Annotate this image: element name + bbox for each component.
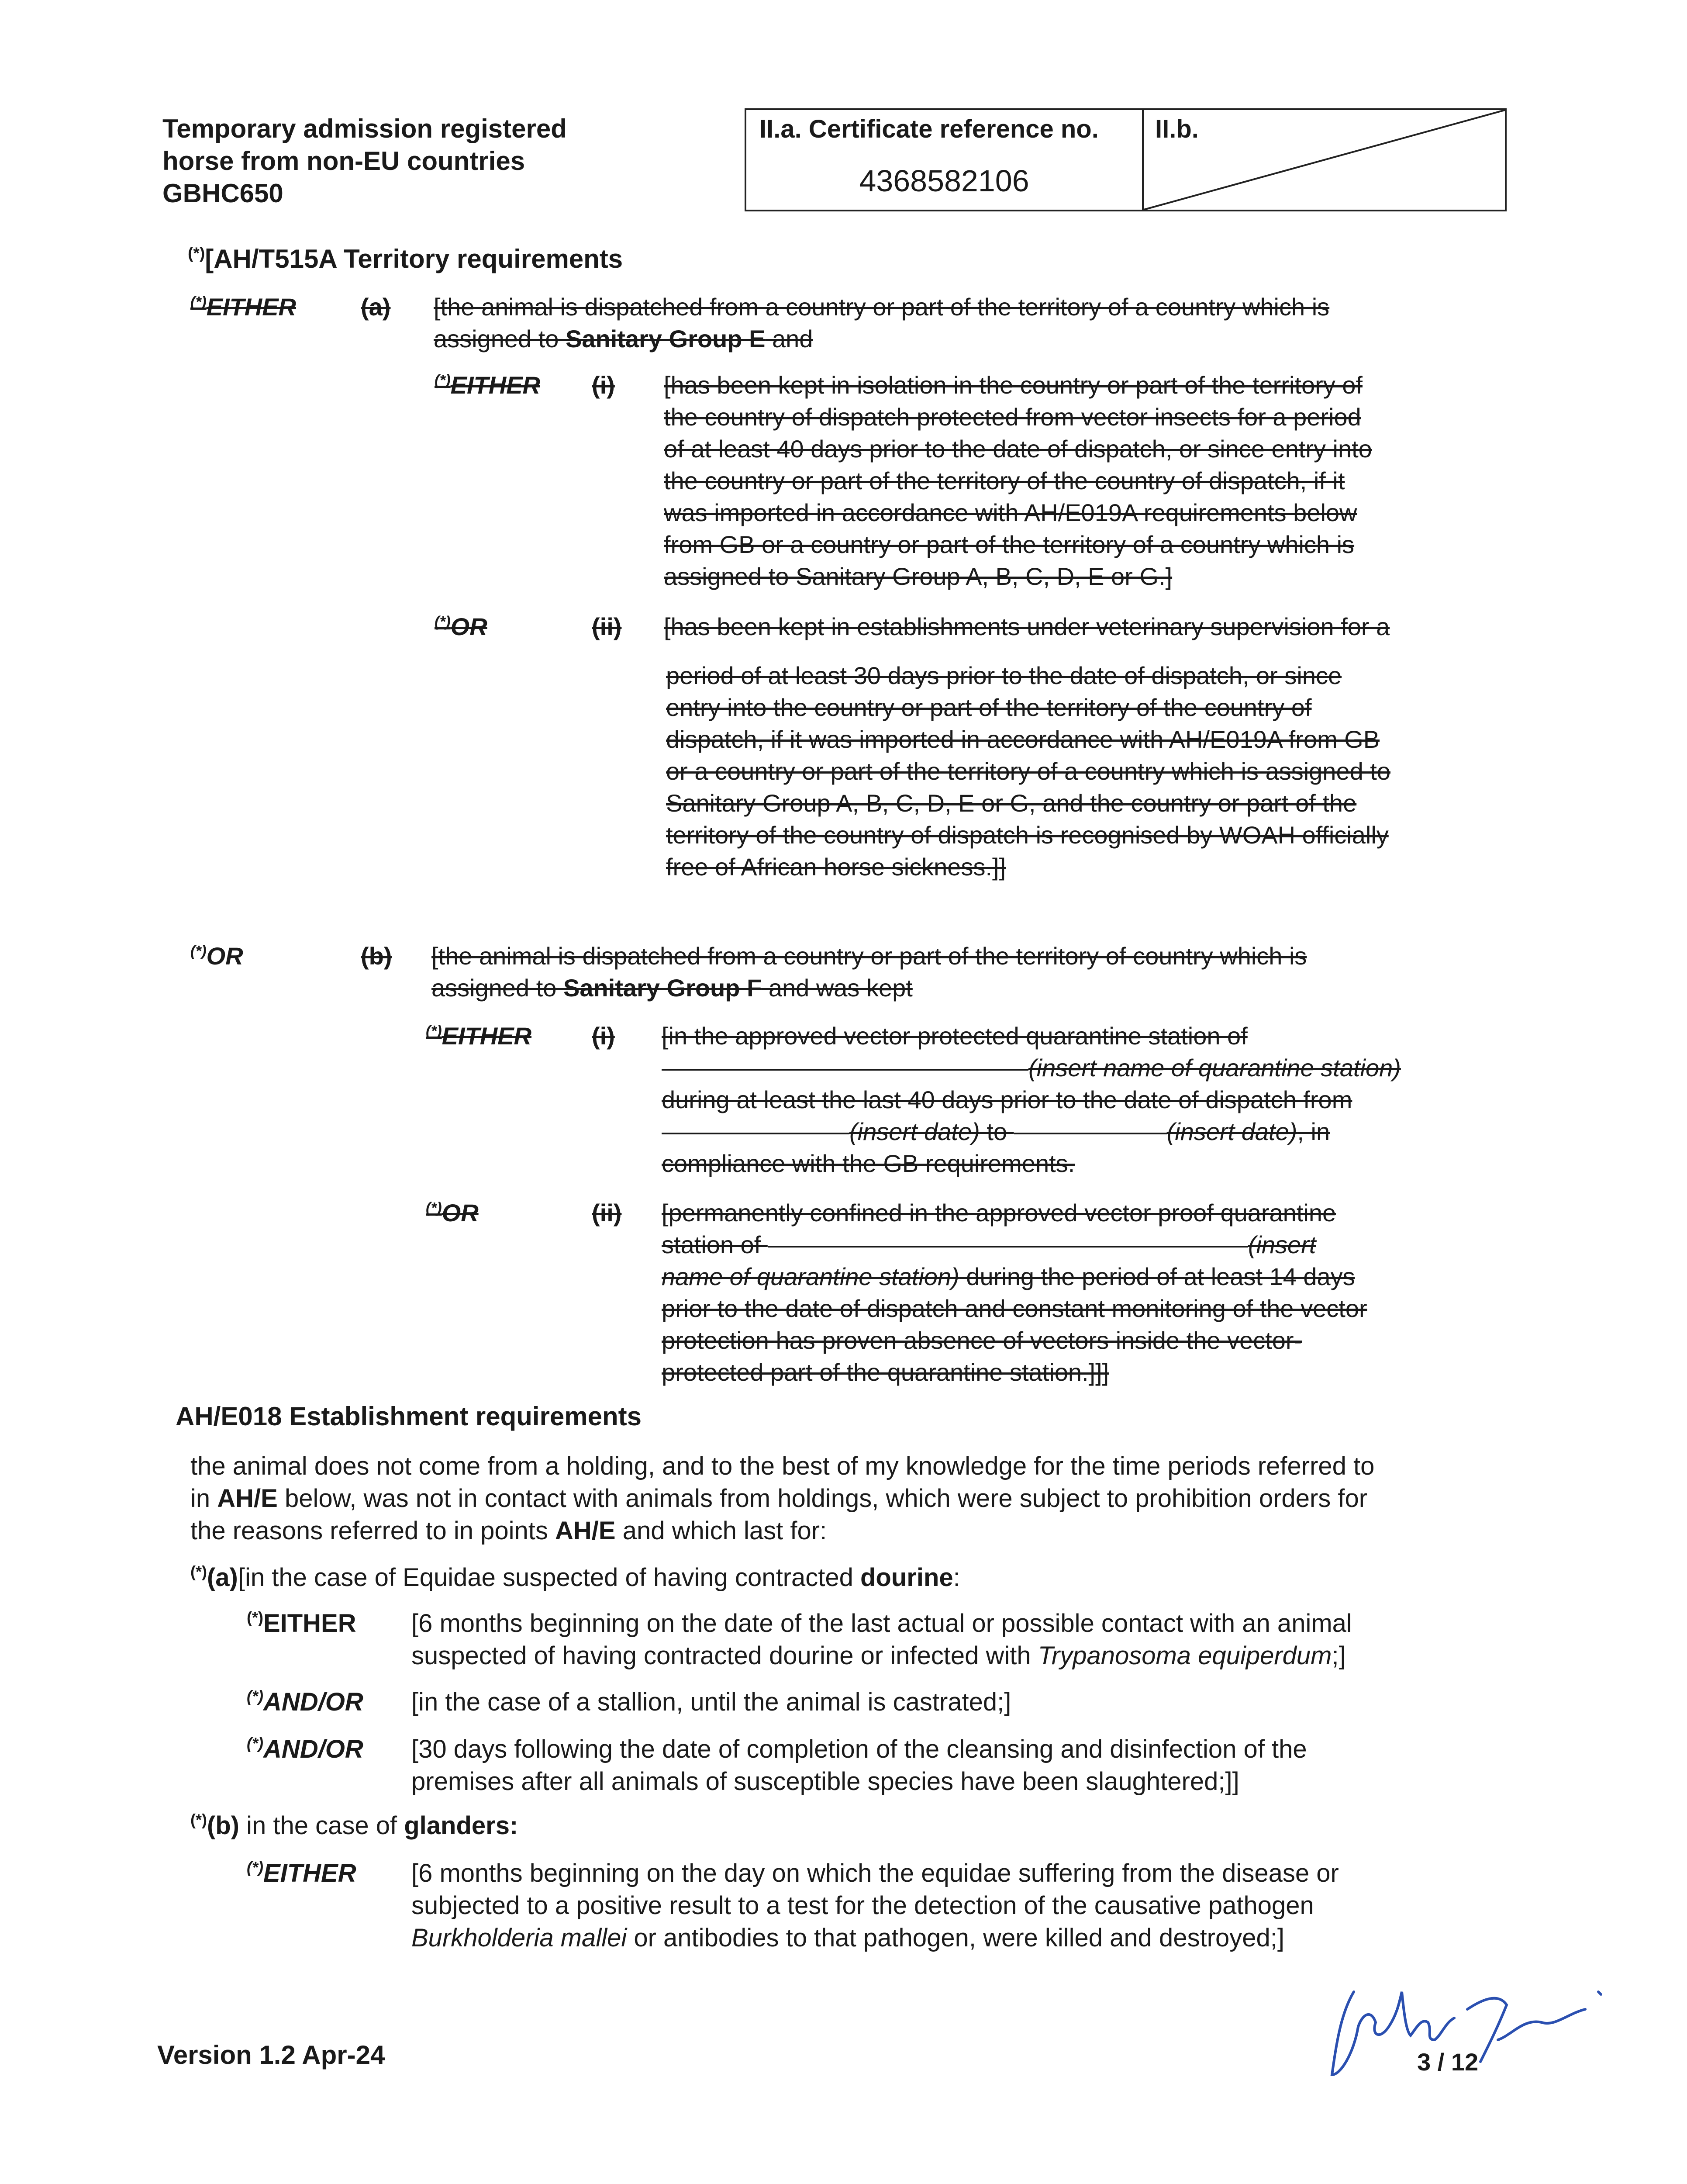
glanders-either-text: [6 months beginning on the day on which the equidae suffering from the disease or subjected to a positive result to a test for the detection of the causative pathogen Burkholderia mallei or antibodies to that pathogen, were killed and destroyed;]: [411, 1859, 1339, 1952]
a-ii-first-line: [has been kept in establishments under veterinary supervision for a: [664, 613, 1390, 640]
glanders-either-keyword: (*)EITHER: [247, 1858, 356, 1887]
text-line: period of at least 30 days prior to the date of dispatch, or since: [666, 662, 1342, 689]
text-line: assigned to Sanitary Group A, B, C, D, E or G.]: [664, 563, 1173, 590]
a-either-keyword: (*)EITHER: [190, 293, 296, 321]
a-ii-text: [666, 660, 1518, 883]
dourine-andor-keyword-2: (*)AND/OR: [247, 1734, 363, 1763]
b-i-text: [in the approved vector protected quarantine station of (insert name of quarantine station) during at least the last 40 days prior to the date of dispatch from (insert date) to (insert date), in compliance with the GB requirements.: [662, 1022, 1401, 1177]
b-text: [the animal is dispatched from a country or part of the territory of country which is assigned to Sanitary Group F and was kept: [431, 942, 1307, 1002]
a-ii-or-keyword: (*)OR: [435, 613, 487, 640]
reference-cell: [746, 110, 1144, 210]
dourine-either-text: [6 months beginning on the date of the last actual or possible contact with an animal suspected of having contracted dourine or infected with Trypanosoma equiperdum;]: [411, 1609, 1352, 1670]
text-line: or a country or part of the territory of a country which is assigned to: [666, 757, 1390, 785]
a-label: (a): [361, 293, 391, 321]
b-or-keyword: (*)OR: [190, 942, 243, 970]
dourine-andor-text-2: [30 days following the date of completion of the cleansing and disinfection of the premises after all animals of susceptible species have been slaughtered;]]: [411, 1735, 1307, 1796]
text-line: from GB or a country or part of the territory of a country which is: [664, 531, 1355, 558]
a-i-either-keyword: (*)EITHER: [435, 371, 540, 399]
b-i-either-keyword: (*)EITHER: [426, 1022, 531, 1050]
reference-label: II.a. Certificate reference no.: [759, 115, 1099, 143]
a-text: [the animal is dispatched from a country or part of the territory of a country which is assigned to Sanitary Group E and: [434, 293, 1330, 352]
dourine-andor-keyword-1: (*)AND/OR: [247, 1687, 363, 1716]
territory-requirements-title: (*)[AH/T515A Territory requirements: [188, 244, 623, 273]
title-line-3: GBHC650: [162, 179, 283, 208]
b-ii-or-keyword: (*)OR: [426, 1199, 479, 1227]
certificate-reference-box: [745, 108, 1507, 211]
text-line: dispatch, if it was imported in accordance with AH/E019A from GB: [666, 726, 1380, 753]
reference-number: 4368582106: [859, 164, 1029, 198]
text-line: entry into the country or part of the territory of the country of: [666, 694, 1312, 721]
dourine-andor-text-1: [in the case of a stallion, until the animal is castrated;]: [411, 1688, 1011, 1716]
text-line: territory of the country of dispatch is recognised by WOAH officially: [666, 821, 1389, 849]
establishment-requirements-title: AH/E018 Establishment requirements: [176, 1402, 642, 1431]
title-line-2: horse from non-EU countries: [162, 146, 525, 176]
establishment-intro: the animal does not come from a holding, and to the best of my knowledge for the time periods referred to in AH/E below, was not in contact with animals from holdings, which were subject to prohibition orders for the reasons referred to in points AH/E and which last for:: [190, 1452, 1375, 1545]
version-footer: Version 1.2 Apr-24: [157, 2040, 385, 2070]
b-i-label: (i): [592, 1022, 615, 1050]
dourine-either-keyword: (*)EITHER: [247, 1608, 356, 1638]
page-number: 3 / 12: [1417, 2048, 1479, 2076]
a-i-label: (i): [592, 371, 615, 399]
reference-b-label: II.b.: [1155, 115, 1199, 143]
b-ii-text: [permanently confined in the approved vector proof quarantine station of (insert name of quarantine station) during the period of at least 14 days prior to the date of dispatch and constant monitoring of the vector protection has proven absence of vectors inside the vector- protected part of the quarantine station.]]]: [662, 1199, 1367, 1386]
text-line: of at least 40 days prior to the date of dispatch, or since entry into: [664, 435, 1372, 463]
dourine-clause: (*)(a)[in the case of Equidae suspected of having contracted dourine:: [190, 1562, 960, 1592]
title-line-1: Temporary admission registered: [162, 114, 567, 143]
a-ii-label: (ii): [592, 613, 622, 640]
text-line: free of African horse sickness.]]: [666, 853, 1006, 881]
text-line: [has been kept in isolation in the country or part of the territory of: [664, 371, 1363, 399]
text-line: the country or part of the territory of the country of dispatch, if it: [664, 467, 1345, 494]
glanders-clause: (*)(b) in the case of glanders:: [190, 1811, 518, 1840]
b-label: (b): [361, 942, 392, 970]
diagonal-cross-line: [1144, 110, 1505, 210]
document-title: [162, 113, 687, 210]
a-i-text: [664, 369, 1515, 592]
text-line: Sanitary Group A, B, C, D, E or G, and the country or part of the: [666, 789, 1357, 817]
b-ii-label: (ii): [592, 1199, 622, 1227]
reference-b-cell: [1144, 110, 1505, 210]
text-line: the country of dispatch protected from vector insects for a period: [664, 403, 1361, 431]
text-line: was imported in accordance with AH/E019A requirements below: [664, 499, 1357, 526]
